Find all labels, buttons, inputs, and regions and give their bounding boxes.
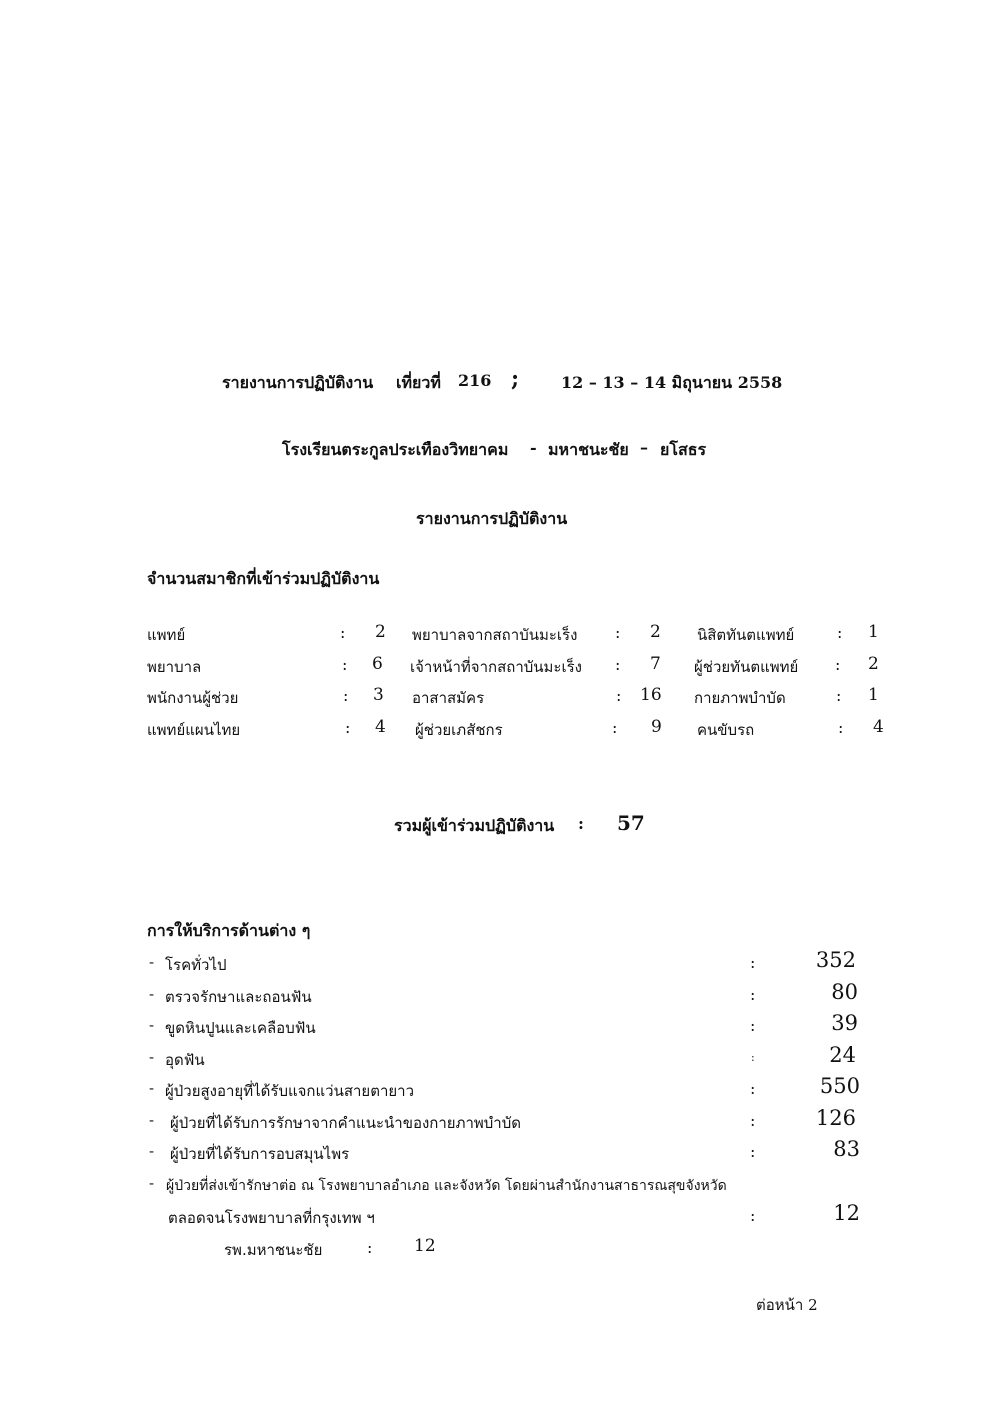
member-label: แพทย์ [147,626,186,644]
service-value: 126 [815,1106,856,1130]
member-label: เจ้าหน้าที่จากสถาบันมะเร็ง [410,658,582,676]
service-label: ตรวจรักษาและถอนฟัน [165,988,312,1006]
member-label: พยาบาล [147,658,202,676]
member-label: อาสาสมัคร [412,689,485,707]
report-label: รายงานการปฏิบัติงาน [222,373,374,392]
section-title: รายงานการปฏิบัติงาน [416,509,568,528]
service-dash: - [149,1111,155,1129]
report-dates: 12 – 13 – 14 มิถุนายน 2558 [561,373,783,392]
referral-colon: : [750,1206,756,1225]
member-colon: : [345,718,351,737]
hospital-label: รพ.มหาชนะชัย [224,1241,323,1259]
location-dash-2: – [640,438,648,457]
member-value: 2 [650,622,661,642]
total-value: 57 [617,811,645,835]
member-colon: : [838,718,844,737]
member-label: นิสิตทันตแพทย์ [697,626,795,644]
service-label: ผู้ป่วยที่ได้รับการรักษาจากคำแนะนำของกายภาพบำบัด [170,1114,521,1132]
service-dash: - [149,1079,155,1097]
referral-value: 12 [833,1201,860,1225]
service-dash: - [149,1142,155,1160]
service-value: 24 [829,1043,856,1067]
member-value: 2 [868,654,879,674]
service-label: อุดฟัน [165,1051,205,1069]
service-colon: : [750,953,756,972]
referral-line-2: ตลอดจนโรงพยาบาลที่กรุงเทพ ฯ [168,1209,375,1227]
member-value: 3 [373,685,384,705]
member-value: 7 [650,654,661,674]
service-value: 352 [815,948,856,972]
member-value: 4 [873,717,884,737]
trip-number: 216 [458,371,492,390]
member-label: พยาบาลจากสถาบันมะเร็ง [412,626,578,644]
referral-line-1: ผู้ป่วยที่ส่งเข้ารักษาต่อ ณ โรงพยาบาลอำเภอ และจังหวัด โดยผ่านสำนักงานสาธารณสุขจังหวัด [166,1178,727,1194]
member-colon: : [615,655,621,674]
location-school: โรงเรียนตระกูลประเทืองวิทยาคม [282,440,509,459]
service-colon: : [750,1111,756,1130]
trip-label: เที่ยวที่ [396,373,441,392]
service-colon: : [750,1016,756,1035]
member-value: 16 [640,685,662,705]
service-value: 550 [819,1074,860,1098]
member-value: 4 [375,717,386,737]
location-district: มหาชนะชัย [548,440,629,459]
service-dash: - [149,1016,155,1034]
hospital-value: 12 [414,1236,436,1256]
member-colon: : [836,686,842,705]
service-label: ขูดหินปูนและเคลือบฟัน [165,1019,316,1037]
member-value: 1 [868,622,879,642]
service-value: 39 [831,1011,858,1035]
member-value: 1 [868,685,879,705]
total-colon: : [578,814,584,833]
total-label: รวมผู้เข้าร่วมปฏิบัติงาน [394,816,555,835]
service-colon: : [750,1079,756,1098]
location-dash-1: - [530,438,537,457]
member-colon: : [342,655,348,674]
member-colon: : [612,718,618,737]
member-label: กายภาพบำบัด [694,689,786,707]
member-label: แพทย์แผนไทย [147,721,241,739]
service-label: ผู้ป่วยที่ได้รับการอบสมุนไพร [170,1145,350,1163]
member-colon: : [343,686,349,705]
header-separator: ; [511,366,520,392]
service-value: 83 [833,1137,860,1161]
service-dash: - [149,953,155,971]
service-dash: - [149,1048,155,1066]
members-heading: จำนวนสมาชิกที่เข้าร่วมปฏิบัติงาน [147,569,380,588]
member-value: 9 [651,717,662,737]
member-colon: : [837,623,843,642]
service-value: 80 [831,980,858,1004]
service-label: โรคทั่วไป [165,956,227,974]
location-province: ยโสธร [660,440,707,459]
member-colon: : [615,623,621,642]
service-dash: - [149,985,155,1003]
member-colon: : [340,623,346,642]
service-colon: : [750,1142,756,1161]
member-value: 2 [375,622,386,642]
member-value: 6 [372,654,383,674]
continued-page-note: ต่อหน้า 2 [756,1296,818,1314]
member-colon: : [835,655,841,674]
services-heading: การให้บริการด้านต่าง ๆ [147,921,311,940]
referral-dash: - [149,1174,155,1192]
member-colon: : [616,686,622,705]
member-label: คนขับรถ [697,721,755,739]
member-label: พนักงานผู้ช่วย [147,689,239,707]
member-label: ผู้ช่วยทันตแพทย์ [694,658,799,676]
service-label: ผู้ป่วยสูงอายุที่ได้รับแจกแว่นสายตายาว [165,1082,415,1100]
service-colon: : [750,985,756,1004]
service-colon: : [751,1051,755,1064]
hospital-colon: : [367,1238,373,1257]
member-label: ผู้ช่วยเภสัชกร [415,721,503,739]
